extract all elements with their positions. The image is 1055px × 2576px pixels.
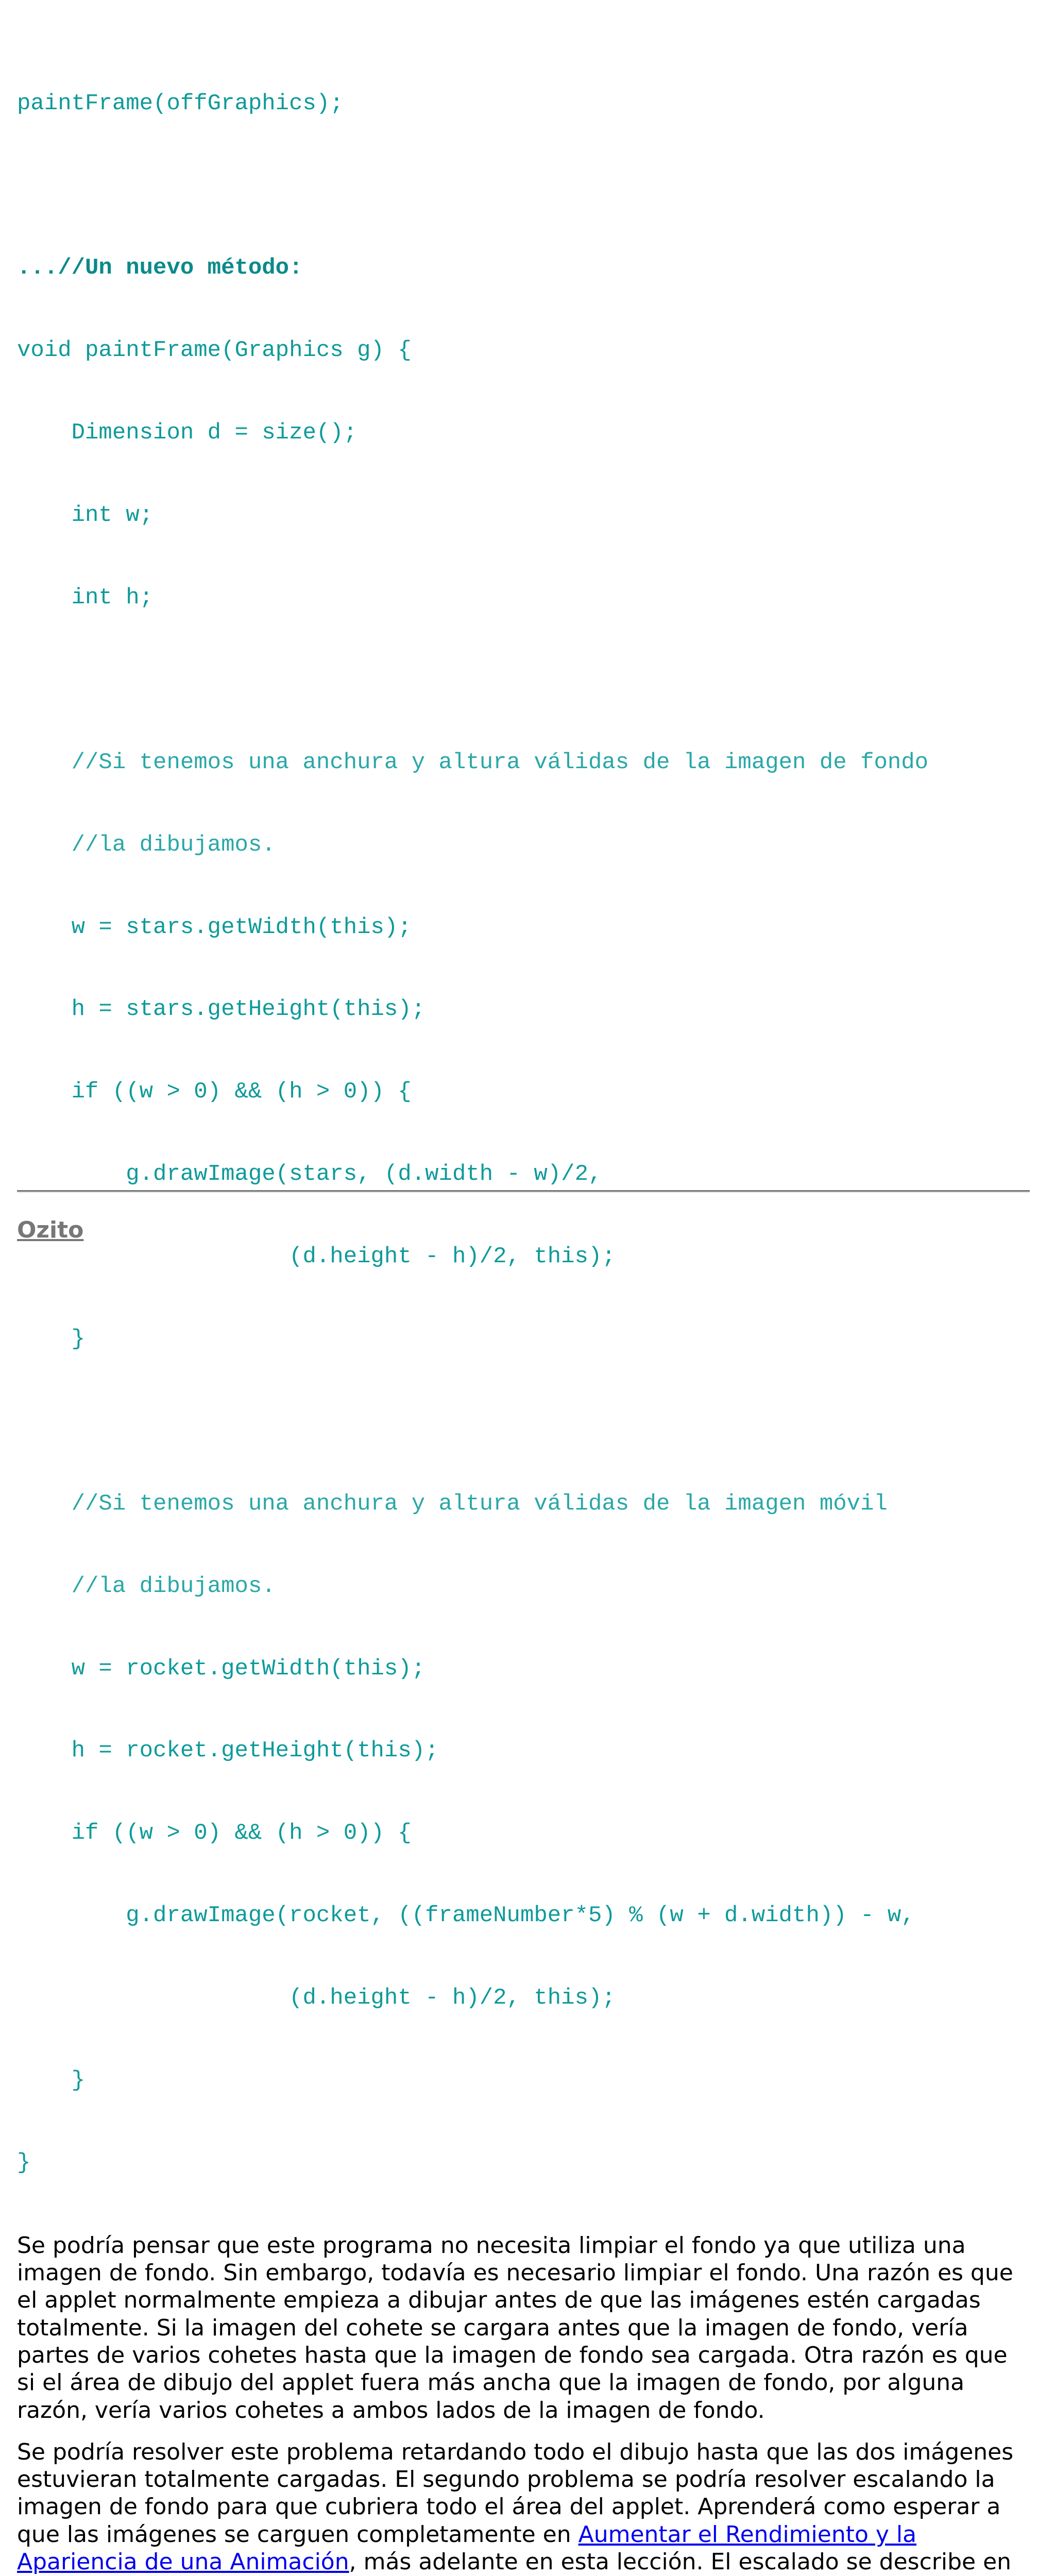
code-line: (d.height - h)/2, this); [17, 1985, 616, 2011]
footer-link-ozito[interactable]: Ozito [17, 1217, 84, 1243]
code-line: (d.height - h)/2, this); [17, 1244, 616, 1270]
code-line: w = rocket.getWidth(this); [17, 1655, 426, 1682]
paragraph-2-text: Se podría resolver este problema retardando todo el dibujo hasta que las dos imágenes estuvieran totalmente cargadas. El segundo problema se podría resolver escalando la imagen de fondo para que cubriera todo el área del applet. Aprenderá como esperar a que las imágenes se carguen completamente en [17, 2438, 1014, 2548]
code-comment: //Si tenemos una anchura y altura válidas de la imagen de fondo [17, 749, 929, 775]
code-line [17, 1408, 1032, 1435]
code-line: if ((w > 0) && (h > 0)) { [17, 1079, 412, 1105]
paragraph-1: Se podría pensar que este programa no necesita limpiar el fondo ya que utiliza una imagen de fondo. Sin embargo, todavía es necesario limpiar el fondo. Una razón es que el applet normalmente empieza a dibujar antes de que las imágenes estén cargadas totalmente. Si la imagen del cohete se cargara antes que la imagen de fondo, vería partes de varios cohetes hasta que la imagen de fondo sea cargada. Otra razón es que si el área de dibujo del applet fuera más ancha que la imagen de fondo, por alguna razón, vería varios cohetes a ambos lados de la imagen de fondo. [17, 2232, 1013, 2424]
code-line [17, 667, 1032, 694]
body-text [17, 2232, 1032, 2576]
link-aumentar-rendimiento[interactable]: Aumentar el Rendimiento y la Apariencia de una Animación [17, 2521, 917, 2575]
code-listing [17, 35, 1032, 2232]
code-line: if ((w > 0) && (h > 0)) { [17, 1820, 412, 1846]
paragraph-2-text: , más adelante en esta lección. El escalado se describe en [349, 2549, 1012, 2575]
code-line-heading: ...//Un nuevo método: [17, 255, 303, 281]
code-line: } [17, 2067, 86, 2093]
code-line: h = stars.getHeight(this); [17, 996, 426, 1023]
code-line [17, 172, 1032, 199]
code-line: g.drawImage(stars, (d.width - w)/2, [17, 1161, 602, 1188]
code-line: w = stars.getWidth(this); [17, 914, 412, 940]
code-line: g.drawImage(rocket, ((frameNumber*5) % (w + d.width)) - w, [17, 1903, 915, 1929]
page-content [17, 35, 1032, 2576]
code-line: } [17, 2149, 31, 2176]
code-line: h = rocket.getHeight(this); [17, 1738, 439, 1764]
code-line: } [17, 1326, 86, 1352]
code-comment: //la dibujamos. [17, 832, 276, 858]
paragraph-2 [17, 2438, 1032, 2576]
code-line: int h; [17, 584, 154, 611]
code-line: Dimension d = size(); [17, 420, 358, 446]
code-comment: //Si tenemos una anchura y altura válidas de la imagen móvil [17, 1490, 888, 1517]
code-line: paintFrame(offGraphics); [17, 90, 344, 116]
code-line: int w; [17, 502, 154, 529]
code-line: void paintFrame(Graphics g) { [17, 337, 412, 364]
code-comment: //la dibujamos. [17, 1573, 276, 1599]
horizontal-divider [17, 1190, 1030, 1193]
